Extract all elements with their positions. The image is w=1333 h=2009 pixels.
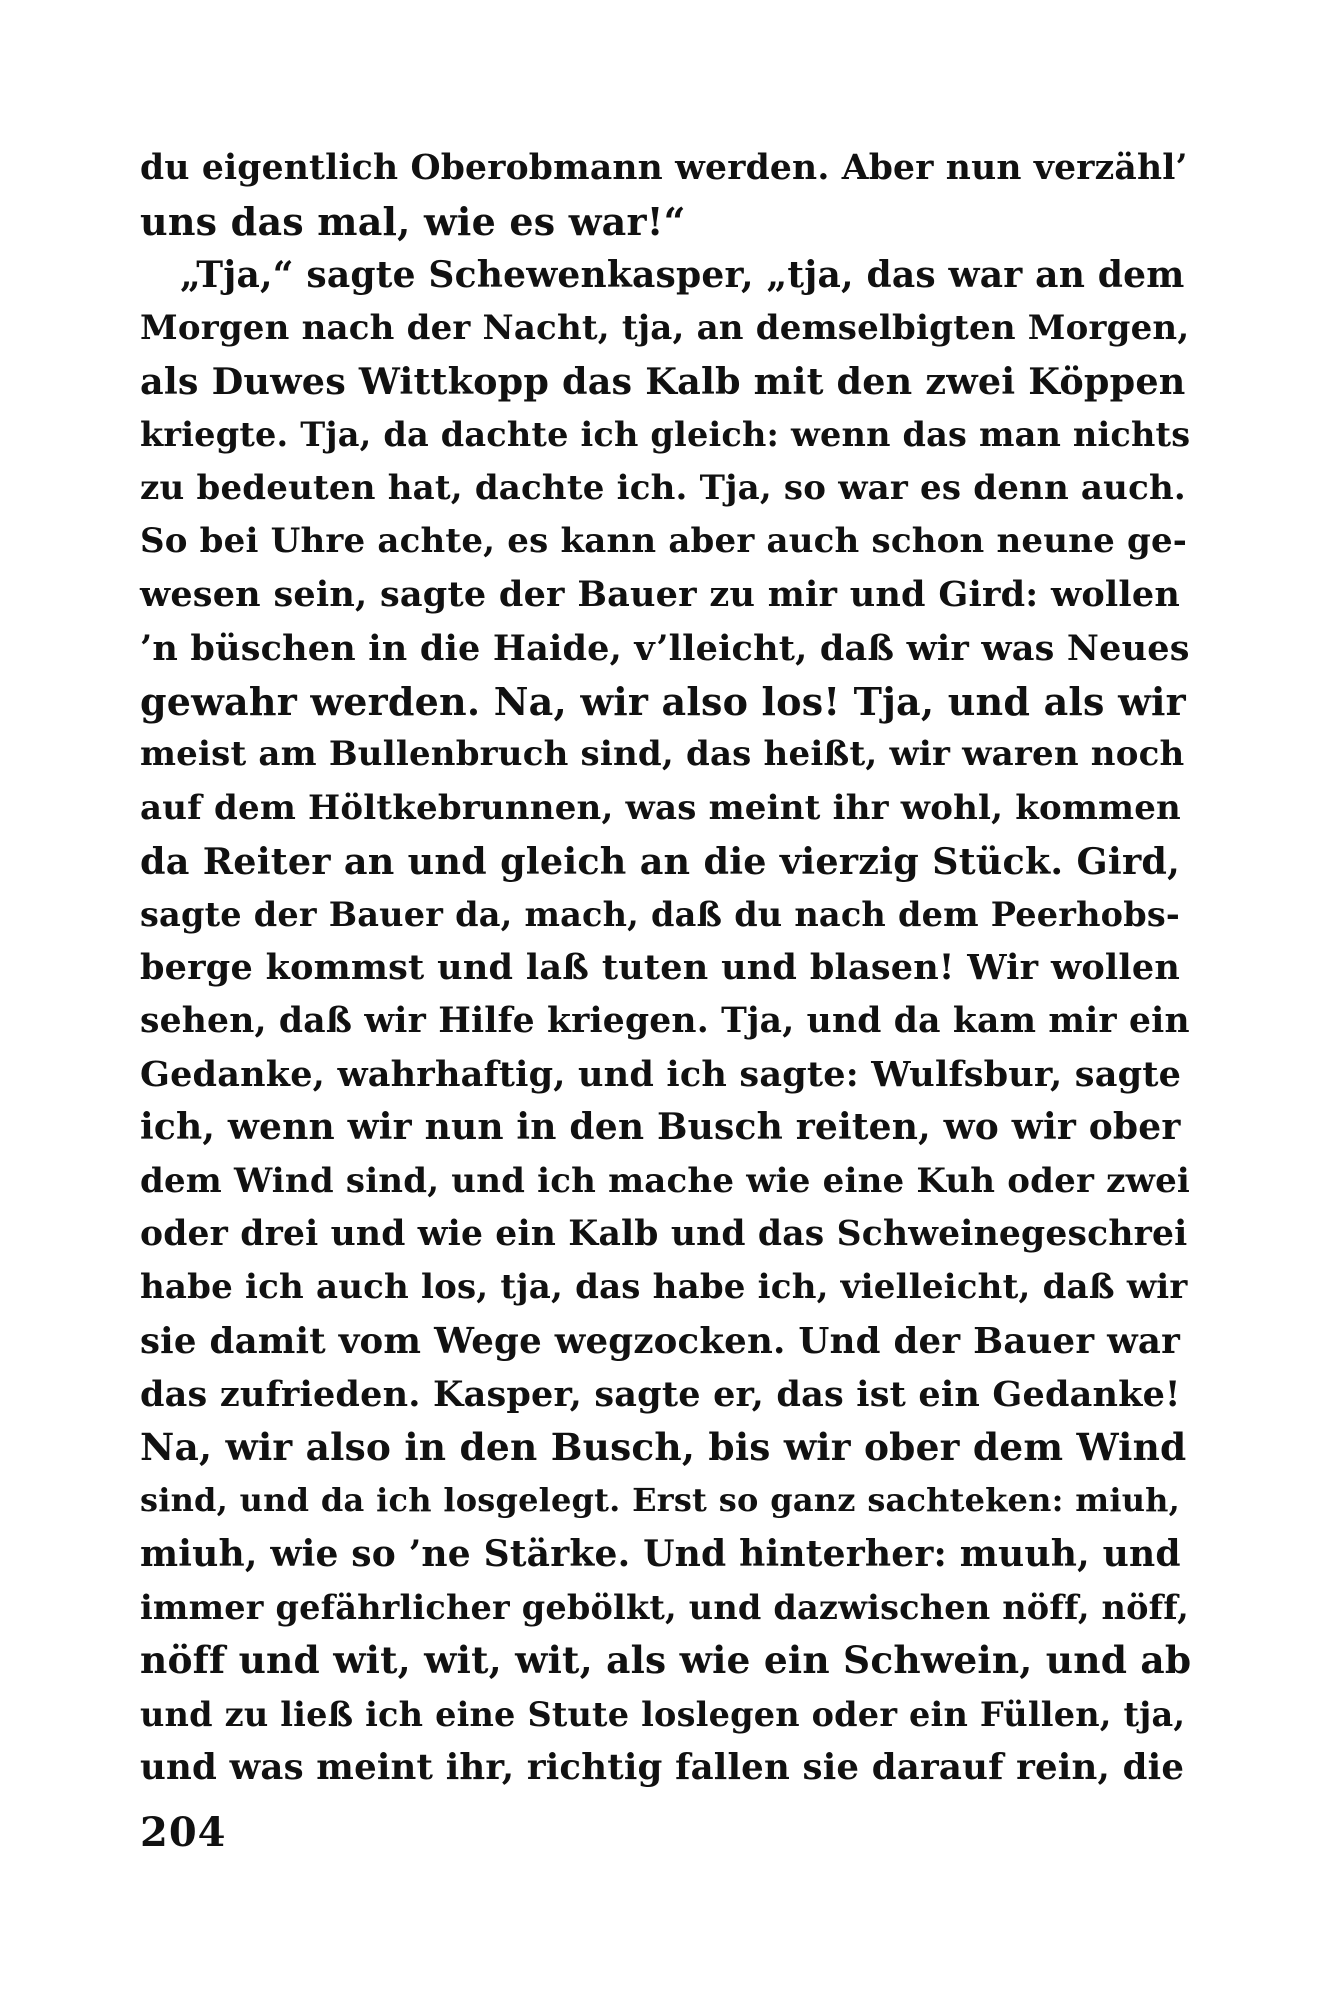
text-line: ich, wenn wir nun in den Busch reiten, wo wir ober (140, 1106, 1181, 1149)
text-line: dem Wind sind, und ich mache wie eine Kuh oder zwei (140, 1160, 1191, 1201)
text-line: gewahr werden. Na, wir also los! Tja, und als wir (140, 678, 1186, 724)
body-text (140, 142, 1192, 1794)
text-line: sehen, daß wir Hilfe kriegen. Tja, und da kam mir ein (140, 1000, 1190, 1041)
text-line: ’n büschen in die Haide, v’lleicht, daß wir was Neues (140, 627, 1190, 669)
text-line: meist am Bullenbruch sind, das heißt, wir waren noch (140, 734, 1185, 775)
page-number: 204 (140, 1809, 227, 1856)
text-line: immer gefährlicher gebölkt, und dazwischen nöff, nöff, (140, 1588, 1190, 1628)
text-line: und was meint ihr, richtig fallen sie darauf rein, die (140, 1746, 1185, 1788)
text-line: du eigentlich Oberobmann werden. Aber nun verzähl’ (140, 148, 1188, 188)
text-line: Gedanke, wahrhaftig, und ich sagte: Wulfsbur, sagte (140, 1054, 1182, 1096)
text-line: Na, wir also in den Busch, bis wir ober dem Wind (140, 1425, 1187, 1470)
text-line: sagte der Bauer da, mach, daß du nach dem Peerhobs- (140, 895, 1180, 935)
text-line: das zufrieden. Kasper, sagte er, das ist ein Gedanke! (140, 1373, 1181, 1415)
text-line: als Duwes Wittkopp das Kalb mit den zwei Köppen (140, 360, 1186, 404)
text-line: kriegte. Tja, da dachte ich gleich: wenn das man nichts (140, 415, 1191, 455)
text-line: und zu ließ ich eine Stute loslegen oder ein Füllen, tja, (140, 1694, 1186, 1734)
text-line: sie damit vom Wege wegzocken. Und der Bauer war (140, 1320, 1180, 1362)
text-line: da Reiter an und gleich an die vierzig Stück. Gird, (140, 839, 1180, 883)
text-line: habe ich auch los, tja, das habe ich, vielleicht, daß wir (140, 1267, 1188, 1308)
text-line: „Tja,“ sagte Schewenkasper, „tja, das war an dem (180, 253, 1185, 296)
text-line: oder drei und wie ein Kalb und das Schweinegeschrei (140, 1213, 1188, 1254)
text-line: berge kommst und laß tuten und blasen! Wir wollen (140, 947, 1180, 989)
text-line: wesen sein, sagte der Bauer zu mir und Gird: wollen (140, 574, 1180, 616)
text-line: zu bedeuten hat, dachte ich. Tja, so war es denn auch. (140, 467, 1186, 508)
text-line: Morgen nach der Nacht, tja, an demselbigten Morgen, (140, 307, 1190, 348)
text-line: sind, und da ich losgelegt. Erst so ganz sachteken: miuh, (140, 1481, 1180, 1520)
text-line: nöff und wit, wit, wit, als wie ein Schwein, und ab (140, 1638, 1192, 1683)
text-line: So bei Uhre achte, es kann aber auch schon neune ge- (140, 521, 1188, 562)
text-line: miuh, wie so ’ne Stärke. Und hinterher: muuh, und (140, 1532, 1181, 1575)
text-line: uns das mal, wie es war!“ (140, 199, 686, 245)
text-line: auf dem Höltkebrunnen, was meint ihr wohl, kommen (140, 787, 1181, 828)
